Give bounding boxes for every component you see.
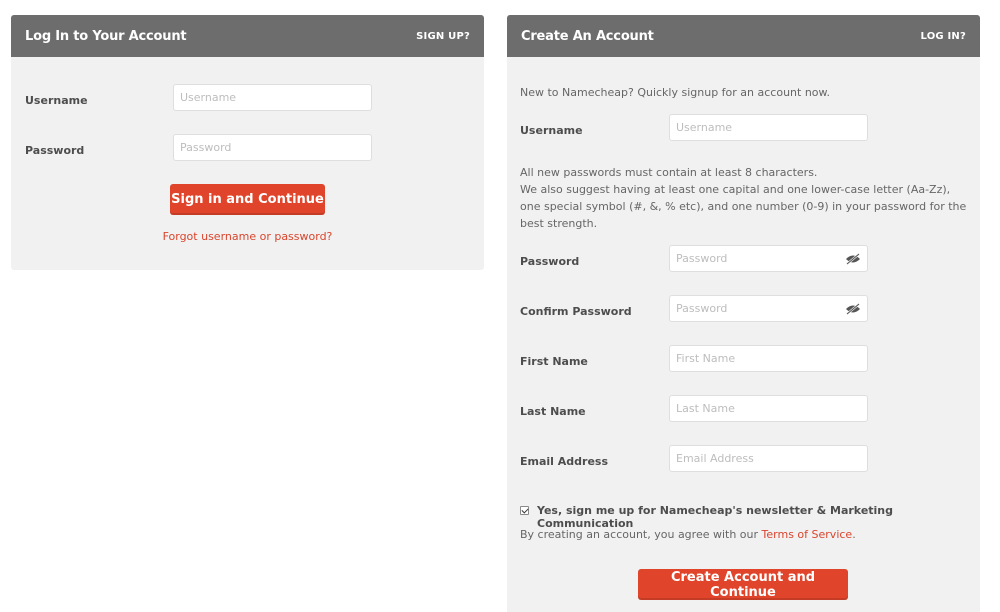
password-rules-line2: We also suggest having at least one capital and one lower-case letter (Aa-Zz), one special symbol (#, &, % etc), and one number (0-9) in your password for the best strength. bbox=[520, 183, 967, 230]
confirm-password-input[interactable] bbox=[669, 295, 868, 322]
terms-text bbox=[520, 526, 970, 543]
signup-link[interactable]: SIGN UP? bbox=[416, 30, 470, 42]
create-account-button[interactable]: Create Account and Continue bbox=[638, 569, 848, 600]
first-name-label: First Name bbox=[520, 355, 588, 368]
signup-panel bbox=[507, 15, 980, 612]
login-password-label: Password bbox=[25, 144, 85, 157]
newsletter-checkbox[interactable] bbox=[520, 506, 529, 515]
signup-title: Create An Account bbox=[521, 28, 654, 44]
signup-username-label: Username bbox=[520, 124, 583, 137]
last-name-input[interactable] bbox=[669, 395, 868, 422]
signup-header bbox=[507, 15, 980, 57]
signup-password-label: Password bbox=[520, 255, 580, 268]
last-name-label: Last Name bbox=[520, 405, 586, 418]
login-password-input[interactable] bbox=[173, 134, 372, 161]
terms-prefix: By creating an account, you agree with our bbox=[520, 528, 762, 541]
password-rules-line1: All new passwords must contain at least 8 characters. bbox=[520, 166, 818, 179]
login-username-input[interactable] bbox=[173, 84, 372, 111]
login-title: Log In to Your Account bbox=[25, 28, 187, 44]
terms-of-service-link[interactable]: Terms of Service bbox=[761, 528, 853, 541]
eye-off-icon[interactable] bbox=[845, 303, 861, 315]
login-header bbox=[11, 15, 484, 57]
sign-in-button[interactable]: Sign in and Continue bbox=[170, 184, 325, 215]
terms-suffix: . bbox=[852, 528, 856, 541]
first-name-input[interactable] bbox=[669, 345, 868, 372]
email-label: Email Address bbox=[520, 455, 609, 468]
signup-intro: New to Namecheap? Quickly signup for an account now. bbox=[520, 86, 831, 99]
eye-off-icon[interactable] bbox=[845, 253, 861, 265]
login-panel bbox=[11, 15, 484, 270]
newsletter-label: Yes, sign me up for Namecheap's newsletter & Marketing Communication bbox=[537, 504, 894, 530]
signup-username-input[interactable] bbox=[669, 114, 868, 141]
login-link[interactable]: LOG IN? bbox=[920, 30, 966, 42]
confirm-password-label: Confirm Password bbox=[520, 305, 632, 318]
login-username-label: Username bbox=[25, 94, 88, 107]
forgot-password-link[interactable]: Forgot username or password? bbox=[162, 230, 333, 243]
email-input[interactable] bbox=[669, 445, 868, 472]
signup-password-input[interactable] bbox=[669, 245, 868, 272]
